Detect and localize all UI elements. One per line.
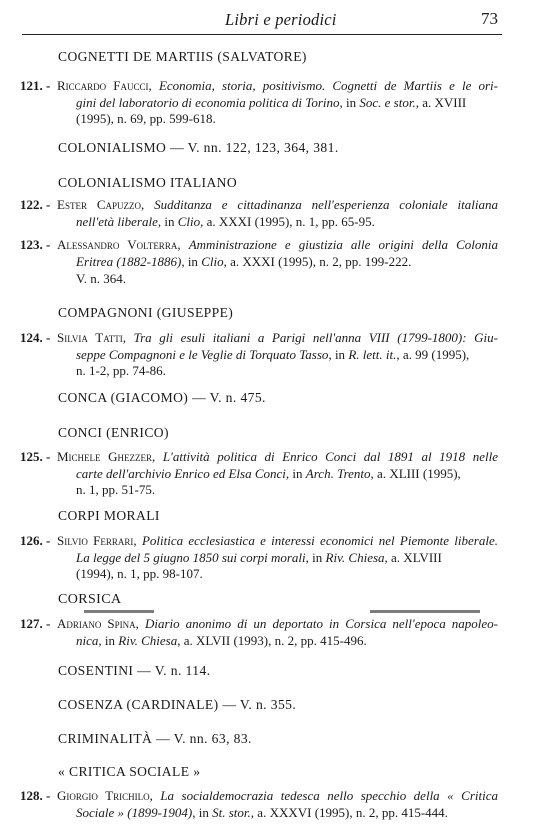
entry-line: Silvio Ferrari, Politica ecclesiastica e interessi economici nel Piemonte liberale. — [57, 533, 498, 548]
entry-number: 121. - — [20, 78, 51, 93]
entry-number: 127. - — [20, 616, 51, 631]
index-heading: COMPAGNONI (GIUSEPPE) — [58, 305, 234, 320]
entry-author: Silvia Tatti — [57, 330, 123, 345]
entry-author: Adriano Spina — [57, 616, 136, 631]
cross-reference: — V. n. 114. — [137, 663, 211, 678]
entry-line: Adriano Spina, Diario anonimo di un deportato in Corsica nell'epoca napoleo- — [57, 616, 498, 631]
entry-line: Michele Ghezzer, L'attività politica di Enrico Conci dal 1891 al 1918 nelle — [57, 449, 499, 464]
entry-number: 123. - — [20, 237, 51, 252]
entry-author: Giorgio Trichilo — [57, 788, 150, 803]
index-heading: CONCA (GIACOMO) — V. n. 475. — [58, 390, 266, 405]
entry-line: Alessandro Volterra, Amministrazione e giustizia alle origini della Colonia — [57, 237, 498, 252]
entry-title: Economia, storia, positivismo. Cognetti de Martiis e le ori- — [158, 78, 498, 93]
header-rule — [22, 34, 502, 35]
entry-author: Silvio Ferrari — [57, 533, 134, 548]
cross-reference: — V. n. 355. — [222, 697, 297, 712]
entry-line: n. 1, pp. 51-75. — [76, 482, 156, 498]
index-heading: CRIMINALITÀ — V. nn. 63, 83. — [58, 731, 252, 746]
entry-line: gini del laboratorio di economia politica di Torino, in Soc. e stor., a. XVIII — [76, 94, 467, 110]
page-number: 73 — [481, 9, 498, 28]
bibliography-entry — [20, 197, 498, 231]
entry-line: (1995), n. 69, pp. 599-618. — [76, 111, 216, 127]
entry-author: Ester Capuzzo — [57, 197, 141, 212]
bibliography-entry — [20, 330, 498, 380]
index-heading: COSENTINI — V. n. 114. — [58, 663, 211, 678]
entry-author: Alessandro Volterra — [57, 237, 178, 252]
index-heading: COSENZA (CARDINALE) — V. n. 355. — [58, 697, 297, 712]
entry-number: 125. - — [20, 449, 51, 464]
entry-author: Riccardo Faucci — [57, 78, 149, 93]
bibliography-entry — [20, 788, 498, 822]
index-heading: COLONIALISMO ITALIANO — [58, 175, 238, 190]
index-heading: CORSICA — [58, 592, 122, 607]
entry-line: Eritrea (1882-1886), in Clio, a. XXXI (1995), n. 2, pp. 199-222. — [76, 253, 412, 269]
entry-number: 128. - — [20, 788, 51, 803]
cross-reference: V. n. 364. — [76, 271, 126, 286]
entry-line: Giorgio Trichilo, La socialdemocrazia tedesca nello specchio della « Critica — [57, 788, 498, 803]
bibliography-entry — [20, 449, 498, 499]
entry-line: n. 1-2, pp. 74-86. — [76, 363, 166, 379]
bibliography-entry — [20, 78, 498, 128]
entry-line: La legge del 5 giugno 1850 sui corpi morali, in Riv. Chiesa, a. XLVIII — [76, 549, 442, 565]
bibliography-entry — [20, 533, 498, 583]
entry-author: Michele Ghezzer — [57, 449, 152, 464]
entry-line: seppe Compagnoni e le Veglie di Torquato Tasso, in R. lett. it., a. 99 (1995), — [76, 346, 470, 362]
index-heading: CORPI MORALI — [58, 508, 160, 523]
cross-reference: — V. n. 475. — [192, 390, 266, 405]
entry-line: (1994), n. 1, pp. 98-107. — [76, 566, 203, 582]
print-smudge — [370, 610, 480, 613]
index-heading: COLONIALISMO — V. nn. 122, 123, 364, 381. — [58, 140, 339, 155]
index-heading: CONCI (ENRICO) — [58, 425, 169, 440]
running-header — [22, 6, 502, 32]
entry-number: 124. - — [20, 330, 51, 345]
entry-line: Riccardo Faucci, Economia, storia, positivismo. Cognetti de Martiis e le ori- — [57, 78, 498, 93]
entry-line: Ester Capuzzo, Sudditanza e cittadinanza nell'esperienza coloniale italiana — [57, 197, 499, 212]
entry-line: Sociale » (1899-1904), in St. stor., a. XXXVI (1995), n. 2, pp. 415-444. — [76, 804, 448, 820]
index-heading: COGNETTI DE MARTIIS (SALVATORE) — [58, 49, 307, 64]
entry-line: nica, in Riv. Chiesa, a. XLVII (1993), n. 2, pp. 415-496. — [76, 632, 367, 648]
entry-line: nell'età liberale, in Clio, a. XXXI (1995), n. 1, pp. 65-95. — [76, 213, 375, 229]
bibliography-entry — [20, 237, 498, 287]
bibliography-entry — [20, 616, 498, 650]
entry-line: Silvia Tatti, Tra gli esuli italiani a Parigi nell'anna VIII (1799-1800): Giu- — [57, 330, 498, 345]
entry-line: carte dell'archivio Enrico ed Elsa Conci, in Arch. Trento, a. XLIII (1995), — [76, 465, 461, 481]
cross-reference: — V. nn. 122, 123, 364, 381. — [170, 140, 339, 155]
entry-number: 126. - — [20, 533, 51, 548]
running-title: Libri e periodici — [225, 10, 337, 29]
print-smudge — [84, 610, 154, 613]
index-heading: « CRITICA SOCIALE » — [58, 764, 201, 779]
entry-number: 122. - — [20, 197, 51, 212]
cross-reference: — V. nn. 63, 83. — [156, 731, 252, 746]
